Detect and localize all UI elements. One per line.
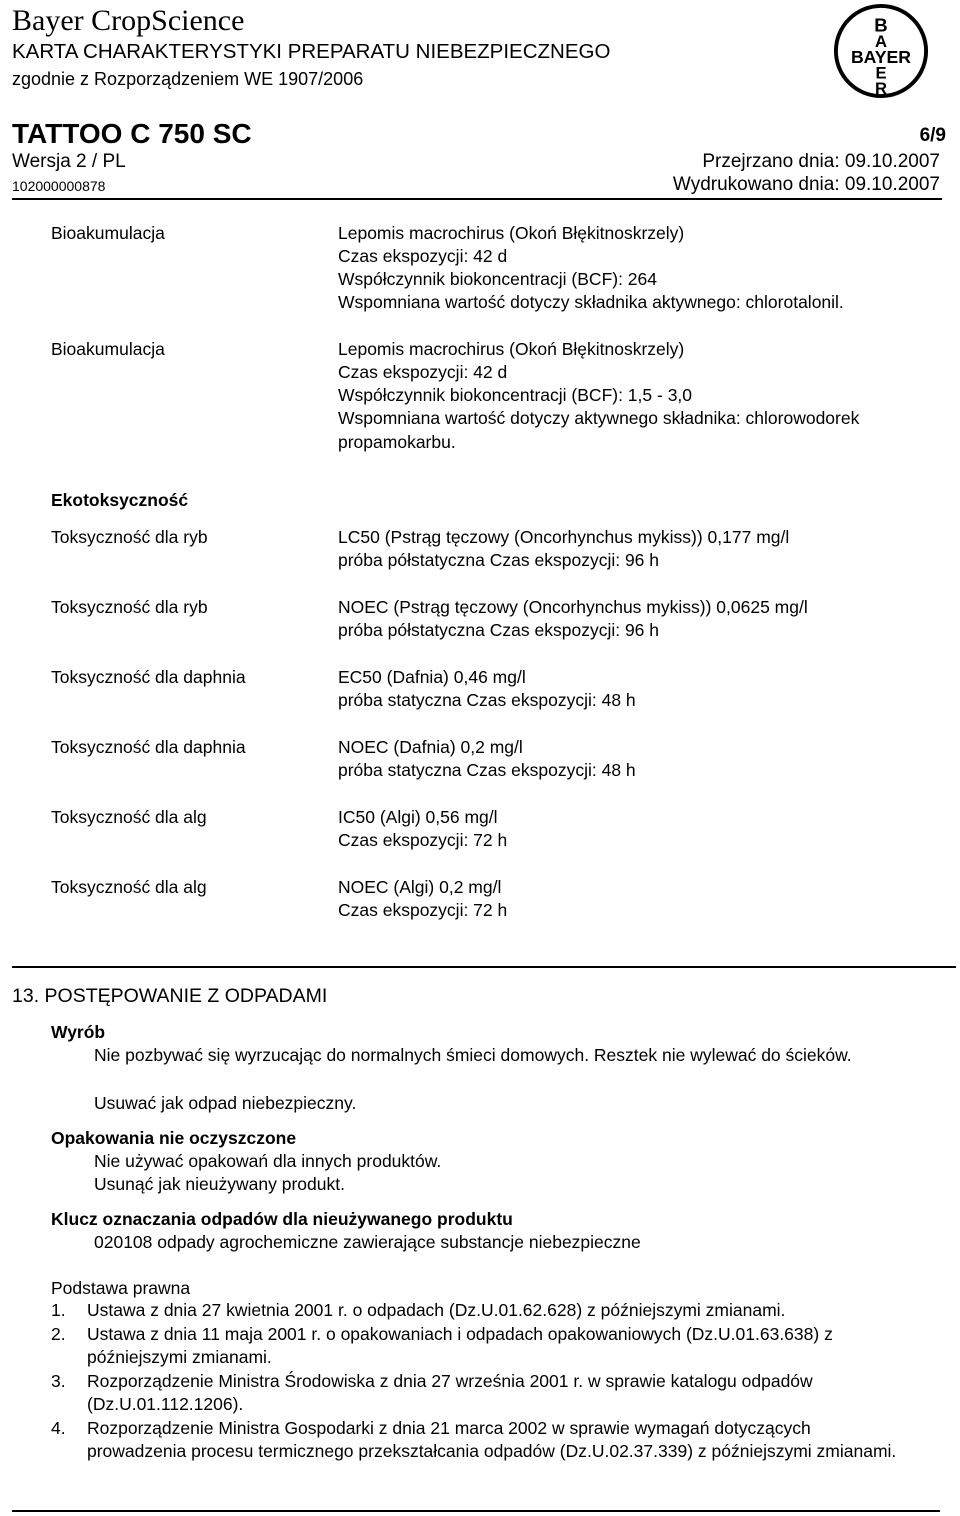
ecotoxicity-heading: Ekotoksyczność bbox=[51, 490, 189, 510]
ecotox-row-value: EC50 (Dafnia) 0,46 mg/l bbox=[338, 667, 526, 687]
bayer-logo bbox=[832, 2, 930, 100]
ecotox-row-label: Toksyczność dla ryb bbox=[51, 527, 208, 547]
waste-key-text: 020108 odpady agrochemiczne zawierające substancje niebezpieczne bbox=[94, 1232, 641, 1252]
regulation-line: zgodnie z Rozporządzeniem WE 1907/2006 bbox=[12, 69, 364, 89]
version-label: Wersja 2 / PL bbox=[12, 151, 126, 172]
logo-letter-r: R bbox=[874, 79, 888, 99]
legal-item-number: 2. bbox=[51, 1323, 66, 1344]
legal-basis-item bbox=[51, 1323, 911, 1370]
legal-item-text: Ustawa z dnia 27 kwietnia 2001 r. o odpadach (Dz.U.01.62.628) z późniejszymi zmianami. bbox=[87, 1300, 786, 1320]
packaging-text: Nie używać opakowań dla innych produktów. bbox=[94, 1151, 442, 1171]
section-divider bbox=[12, 966, 956, 968]
bioaccumulation-line: Czas ekspozycji: 42 d bbox=[338, 246, 508, 266]
legal-basis-heading: Podstawa prawna bbox=[51, 1278, 191, 1298]
company-name: Bayer CropScience bbox=[12, 4, 245, 37]
ecotox-row-detail: próba półstatyczna Czas ekspozycji: 96 h bbox=[338, 620, 659, 640]
logo-letter-b: B bbox=[874, 14, 888, 36]
legal-item-number: 4. bbox=[51, 1417, 66, 1438]
ecotox-row-detail: Czas ekspozycji: 72 h bbox=[338, 830, 508, 850]
bioaccumulation-line: Współczynnik biokoncentracji (BCF): 1,5 - 3,0 bbox=[338, 385, 693, 405]
material-number: 102000000878 bbox=[12, 178, 106, 194]
ecotox-row-value: NOEC (Dafnia) 0,2 mg/l bbox=[338, 737, 523, 757]
packaging-text: Usunąć jak nieużywany produkt. bbox=[94, 1174, 345, 1194]
document-type: KARTA CHARAKTERYSTYKI PREPARATU NIEBEZPIECZNEGO bbox=[12, 40, 611, 63]
bioaccumulation-line: Lepomis macrochirus (Okoń Błękitnoskrzely) bbox=[338, 223, 685, 243]
bioaccumulation-line: Wspomniana wartość dotyczy aktywnego składnika: chlorowodorek propamokarbu. bbox=[338, 408, 860, 452]
legal-basis-item bbox=[51, 1417, 911, 1464]
page-number: 6/9 bbox=[919, 125, 946, 146]
product-disposal-text: Nie pozbywać się wyrzucając do normalnych śmieci domowych. Resztek nie wylewać do ściekόw. bbox=[94, 1045, 852, 1065]
ecotox-row-label: Toksyczność dla daphnia bbox=[51, 737, 246, 757]
ecotox-row-label: Toksyczność dla alg bbox=[51, 877, 207, 897]
bioaccumulation-line: Lepomis macrochirus (Okoń Błękitnoskrzely) bbox=[338, 339, 685, 359]
legal-basis-item bbox=[51, 1299, 911, 1323]
legal-item-text: Rozporządzenie Ministra Środowiska z dnia 27 września 2001 r. w sprawie katalogu odpadów (Dz.U.01.112.1206). bbox=[87, 1370, 813, 1414]
logo-letter-a: A bbox=[874, 32, 888, 52]
legal-item-number: 1. bbox=[51, 1300, 66, 1320]
ecotox-row-value: NOEC (Pstrąg tęczowy (Oncorhynchus mykiss)) 0,0625 mg/l bbox=[338, 597, 808, 617]
product-name: TATTOO C 750 SC bbox=[12, 118, 252, 149]
ecotox-row-detail: próba statyczna Czas ekspozycji: 48 h bbox=[338, 690, 636, 710]
ecotox-row-detail: próba półstatyczna Czas ekspozycji: 96 h bbox=[338, 550, 659, 570]
ecotox-row-value: LC50 (Pstrąg tęczowy (Oncorhynchus mykiss)) 0,177 mg/l bbox=[338, 527, 790, 547]
ecotox-row-detail: Czas ekspozycji: 72 h bbox=[338, 900, 508, 920]
waste-key-heading: Klucz oznaczania odpadów dla nieużywanego produktu bbox=[51, 1209, 513, 1229]
bioaccumulation-line: Czas ekspozycji: 42 d bbox=[338, 362, 508, 382]
legal-basis-list bbox=[51, 1299, 911, 1464]
revised-date: Przejrzano dnia: 09.10.2007 bbox=[702, 151, 940, 172]
legal-item-text: Ustawa z dnia 11 maja 2001 r. o opakowaniach i odpadach opakowaniowych (Dz.U.01.63.638) z późniejszymi zmianami. bbox=[87, 1323, 833, 1367]
ecotox-row-label: Toksyczność dla ryb bbox=[51, 597, 208, 617]
bioaccumulation-label: Bioakumulacja bbox=[51, 339, 165, 359]
printed-date: Wydrukowano dnia: 09.10.2007 bbox=[672, 174, 940, 195]
ecotox-row-value: IC50 (Algi) 0,56 mg/l bbox=[338, 807, 498, 827]
footer-divider bbox=[12, 1510, 940, 1512]
legal-item-number: 3. bbox=[51, 1370, 66, 1391]
logo-letter-e: E bbox=[875, 63, 887, 83]
ecotox-row-value: NOEC (Algi) 0,2 mg/l bbox=[338, 877, 502, 897]
section-13-title: 13. POSTĘPOWANIE Z ODPADAMI bbox=[12, 985, 328, 1007]
product-disposal-text: Usuwać jak odpad niebezpieczny. bbox=[94, 1093, 357, 1113]
ecotox-row-detail: próba statyczna Czas ekspozycji: 48 h bbox=[338, 760, 636, 780]
packaging-heading: Opakowania nie oczyszczone bbox=[51, 1128, 297, 1148]
logo-word-bayer: BAYER bbox=[850, 46, 912, 67]
legal-item-text: Rozporządzenie Ministra Gospodarki z dnia 21 marca 2002 w sprawie wymagań dotyczących prowadzenia procesu termicznego przekształcania odpadów (Dz.U.02.37.339) z późniejszymi zmianami. bbox=[87, 1417, 897, 1461]
ecotox-row-label: Toksyczność dla alg bbox=[51, 807, 207, 827]
product-heading: Wyrób bbox=[51, 1022, 106, 1042]
bioaccumulation-line: Wspomniana wartość dotyczy składnika aktywnego: chlorotalonil. bbox=[338, 292, 844, 312]
header-divider bbox=[12, 198, 942, 200]
bioaccumulation-line: Współczynnik biokoncentracji (BCF): 264 bbox=[338, 269, 658, 289]
legal-basis-item bbox=[51, 1370, 911, 1417]
ecotox-row-label: Toksyczność dla daphnia bbox=[51, 667, 246, 687]
bioaccumulation-label: Bioakumulacja bbox=[51, 223, 165, 243]
